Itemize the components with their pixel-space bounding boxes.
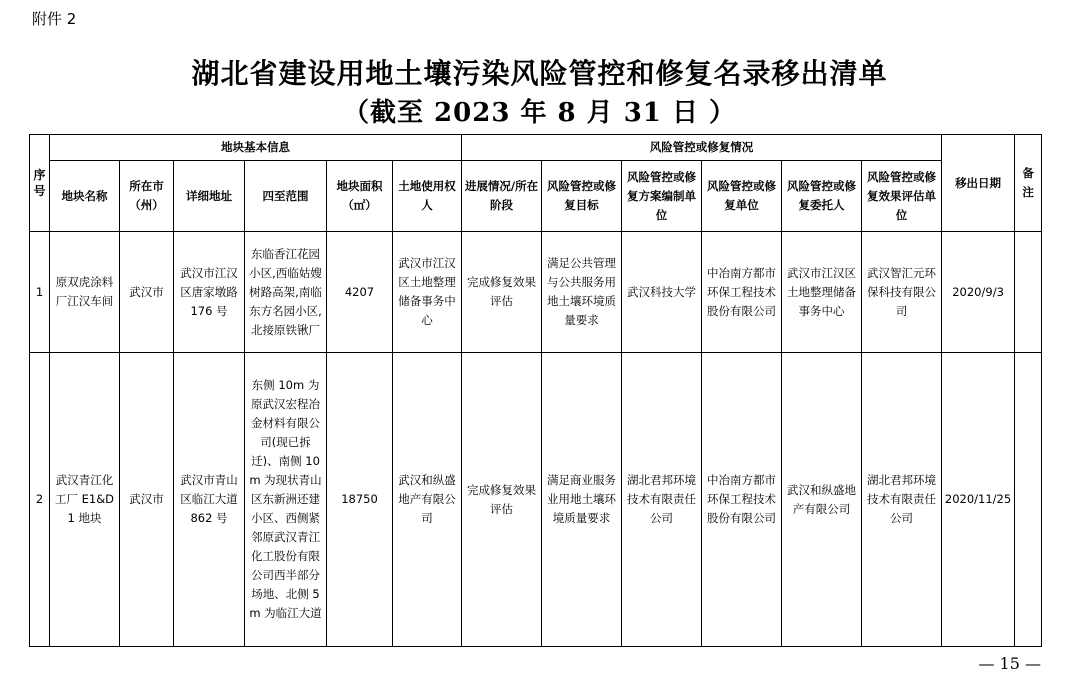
col-progress: 进展情况/所在阶段 [462,161,542,232]
col-note: 备注 [1015,135,1042,232]
cell-owner: 武汉和纵盛地产有限公司 [393,353,462,647]
cell-date: 2020/9/3 [942,232,1015,353]
cell-name: 原双虎涂料厂江汉车间 [50,232,120,353]
cell-range: 东临香江花园小区,西临姑嫂树路高架,南临东方名园小区,北接原铁锹厂 [245,232,327,353]
cell-note [1015,353,1042,647]
col-eval-unit: 风险管控或修复效果评估单位 [862,161,942,232]
column-header-row [30,161,1042,232]
col-name: 地块名称 [50,161,120,232]
col-area: 地块面积（㎡） [327,161,393,232]
col-seq: 序号 [30,135,50,232]
cell-plan-unit: 武汉科技大学 [622,232,702,353]
cell-plan-unit: 湖北君邦环境技术有限责任公司 [622,353,702,647]
group-header-row [30,135,1042,161]
page-number: — 15 — [978,654,1041,673]
group-basic-info: 地块基本信息 [50,135,462,161]
cell-progress: 完成修复效果评估 [462,353,542,647]
cell-range: 东侧 10m 为原武汉宏程冶金材料有限公司(现已拆迁)、南侧 10m 为现状青山区东新洲还建小区、西侧紧邻原武汉青江化工股份有限公司西半部分场地、北侧 5m 为临江大道 [245,353,327,647]
cell-city: 武汉市 [120,232,174,353]
cell-city: 武汉市 [120,353,174,647]
cell-note [1015,232,1042,353]
col-plan-unit: 风险管控或修复方案编制单位 [622,161,702,232]
cell-area: 4207 [327,232,393,353]
document-title: 湖北省建设用地土壤污染风险管控和修复名录移出清单 [191,57,888,90]
col-city: 所在市（州） [120,161,174,232]
col-date: 移出日期 [942,135,1015,232]
cell-goal: 满足商业服务业用地土壤环境质量要求 [542,353,622,647]
col-address: 详细地址 [174,161,245,232]
document-subtitle: （截至 2023 年 8 月 31 日 ） [343,98,736,128]
cell-repair-unit: 中冶南方都市环保工程技术股份有限公司 [702,232,782,353]
cell-name: 武汉青江化工厂 E1&D1 地块 [50,353,120,647]
col-goal: 风险管控或修复目标 [542,161,622,232]
cell-progress: 完成修复效果评估 [462,232,542,353]
cell-date: 2020/11/25 [942,353,1015,647]
cell-area: 18750 [327,353,393,647]
table-row [30,232,1042,353]
cell-goal: 满足公共管理与公共服务用地土壤环境质量要求 [542,232,622,353]
cell-address: 武汉市江汉区唐家墩路 176 号 [174,232,245,353]
cell-owner: 武汉市江汉区土地整理储备事务中心 [393,232,462,353]
group-control: 风险管控或修复情况 [462,135,942,161]
cell-eval-unit: 武汉智汇元环保科技有限公司 [862,232,942,353]
cell-entrust: 武汉市江汉区土地整理储备事务中心 [782,232,862,353]
col-range: 四至范围 [245,161,327,232]
cell-address: 武汉市青山区临江大道 862 号 [174,353,245,647]
attachment-label: 附件 2 [32,10,77,28]
cell-entrust: 武汉和纵盛地产有限公司 [782,353,862,647]
table-row [30,353,1042,647]
cell-repair-unit: 中冶南方都市环保工程技术股份有限公司 [702,353,782,647]
col-repair-unit: 风险管控或修复单位 [702,161,782,232]
col-owner: 土地使用权人 [393,161,462,232]
cell-seq: 1 [30,232,50,353]
col-entrust: 风险管控或修复委托人 [782,161,862,232]
cell-eval-unit: 湖北君邦环境技术有限责任公司 [862,353,942,647]
cell-seq: 2 [30,353,50,647]
removal-list-table [29,134,1042,647]
